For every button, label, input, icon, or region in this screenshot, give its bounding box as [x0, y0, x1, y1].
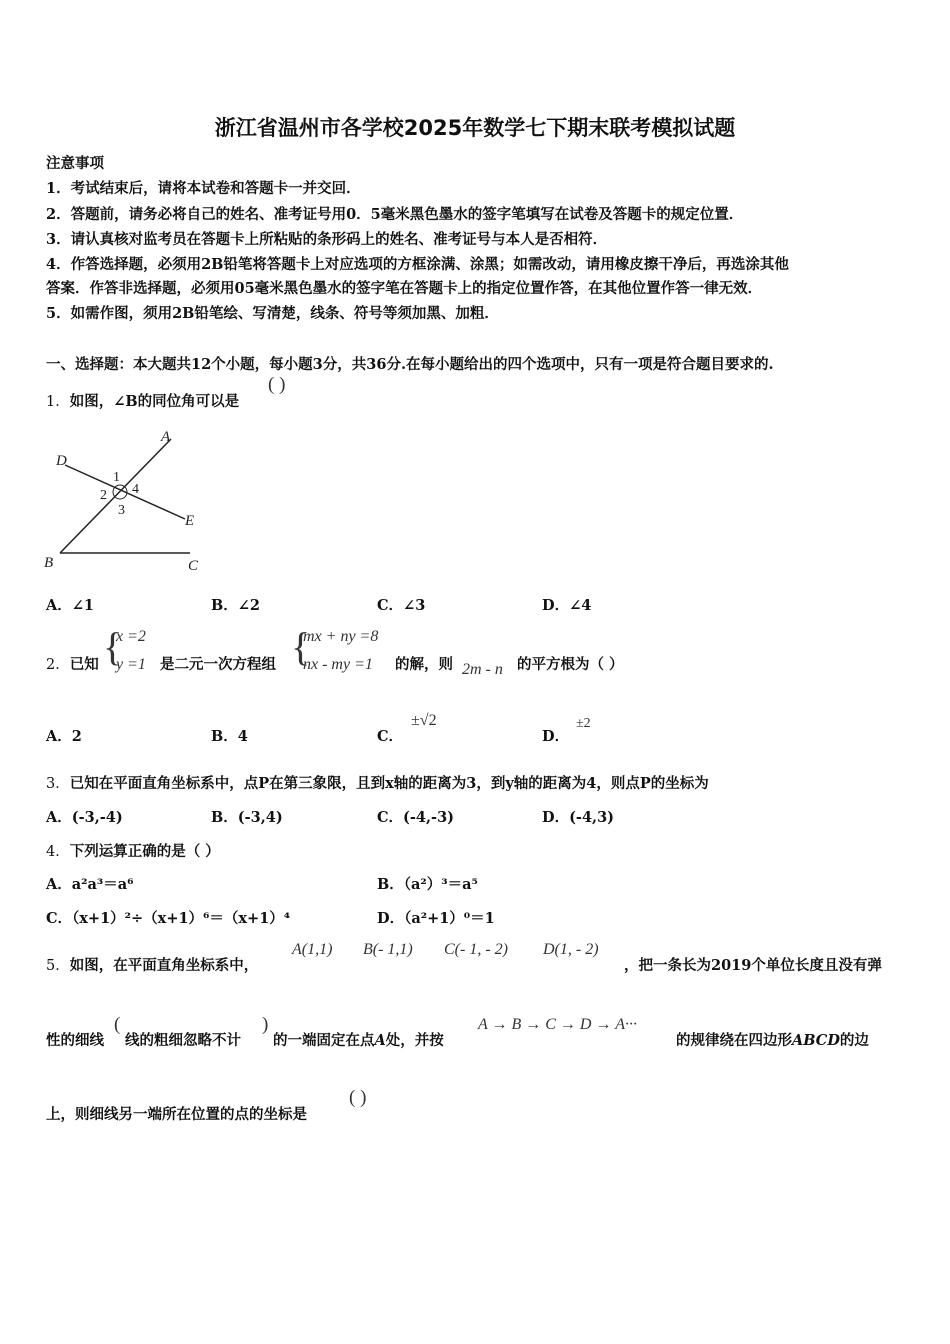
angle-4-label: 4 — [132, 482, 139, 497]
point-c: C(- 1, - 2) — [444, 941, 508, 958]
angle-figure — [40, 425, 220, 575]
question-text: 的规律绕在四边形ABCD的边 — [676, 1032, 869, 1049]
option-b[interactable]: B．(-3,4) — [211, 809, 283, 826]
notice-item: 2．答题前，请务必将自己的姓名、准考证号用0．5毫米黑色墨水的签字笔填写在试卷及答题卡的规定位置． — [46, 206, 744, 223]
question-text: 上，则细线另一端所在位置的点的坐标是 — [46, 1106, 307, 1123]
option-c[interactable]: C．∠3 — [377, 597, 426, 614]
answer-paren: ( ) — [268, 374, 286, 395]
question-1 — [46, 390, 239, 411]
paren-open: ( — [114, 1014, 121, 1035]
option-d[interactable]: D．（a²+1）⁰＝1 — [377, 910, 495, 927]
option-d[interactable]: D．∠4 — [542, 597, 592, 614]
notice-item: 4．作答选择题，必须用2B铅笔将答题卡上对应选项的方框涂满、涂黑；如需改动，请用橡皮擦干净后，再选涂其他 — [46, 256, 789, 273]
question-3: 3．已知在平面直角坐标系中，点P在第三象限，且到x轴的距离为3，到y轴的距离为4，则点P的坐标为 — [46, 775, 709, 792]
system-1-line-1: x =2 — [116, 628, 146, 645]
system-2-line-1: mx + ny =8 — [303, 628, 379, 645]
question-text: 的一端固定在点A处，并按 — [273, 1032, 444, 1049]
section-heading: 一、选择题：本大题共12个小题，每小题3分，共36分.在每小题给出的四个选项中，只有一项是符合题目要求的. — [46, 356, 774, 373]
question-text: 的解，则 — [395, 656, 453, 673]
option-b[interactable]: B．∠2 — [211, 597, 260, 614]
notice-item: 3．请认真核对监考员在答题卡上所粘贴的条形码上的姓名、准考证号与本人是否相符． — [46, 231, 608, 248]
question-number: 2．已知 — [46, 656, 99, 673]
angle-1-label: 1 — [113, 470, 120, 485]
page-title: 浙江省温州市各学校2025年数学七下期末联考模拟试题 — [214, 116, 736, 140]
system-brace: { — [291, 624, 311, 669]
system-1-line-2: y =1 — [116, 656, 146, 673]
line-ab — [60, 439, 171, 553]
system-brace: { — [103, 624, 123, 669]
notice-item: 1．考试结束后，请将本试卷和答题卡一并交回． — [46, 180, 361, 197]
system-2-line-2: nx - my =1 — [303, 656, 373, 673]
point-d: D(1, - 2) — [543, 941, 599, 958]
question-number: 1． — [46, 394, 70, 410]
point-a: A(1,1) — [292, 941, 333, 958]
line-de — [65, 465, 185, 519]
notice-item: 答案．作答非选择题，必须用05毫米黑色墨水的签字笔在答题卡上的指定位置作答，在其他位置作答一律无效． — [46, 280, 763, 297]
option-d[interactable]: D．(-4,3) — [542, 809, 615, 826]
option-c[interactable]: C．(-4,-3) — [377, 809, 455, 826]
option-c[interactable]: C．（x+1）²÷（x+1）⁶＝（x+1）⁴ — [46, 910, 291, 927]
point-b: B(- 1,1) — [363, 941, 413, 958]
paren-close: ) — [262, 1014, 269, 1035]
option-c-math: ±√2 — [411, 712, 437, 729]
label-c: C — [188, 558, 199, 574]
question-5: 5．如图，在平面直角坐标系中， — [46, 957, 259, 974]
option-c[interactable]: C． — [377, 728, 404, 745]
option-a[interactable]: A．∠1 — [46, 597, 94, 614]
notice-heading: 注意事项 — [46, 155, 104, 172]
question-text: 性的细线 — [46, 1032, 104, 1049]
question-text: ，把一条长为2019个单位长度且没有弹 — [624, 957, 882, 974]
option-a[interactable]: A．a²a³＝a⁶ — [46, 876, 134, 893]
answer-paren: ( ) — [349, 1087, 367, 1108]
option-b[interactable]: B．4 — [211, 728, 248, 745]
option-d[interactable]: D． — [542, 728, 570, 745]
angle-3-label: 3 — [118, 503, 125, 518]
notice-item: 5．如需作图，须用2B铅笔绘、写清楚，线条、符号等须加黑、加粗． — [46, 305, 499, 322]
label-a: A — [161, 429, 171, 445]
option-a[interactable]: A．2 — [46, 728, 82, 745]
question-text: 的平方根为（ ） — [517, 656, 624, 673]
question-text: 是二元一次方程组 — [160, 656, 276, 673]
angle-2-label: 2 — [100, 488, 107, 503]
label-b: B — [44, 555, 54, 571]
label-e: E — [185, 513, 195, 529]
option-a[interactable]: A．(-3,-4) — [46, 809, 123, 826]
label-d: D — [56, 453, 67, 469]
option-d-math: ±2 — [576, 716, 591, 731]
math-expression: 2m - n — [462, 661, 503, 678]
question-4: 4．下列运算正确的是（ ） — [46, 843, 220, 860]
option-b[interactable]: B．（a²）³＝a⁵ — [377, 876, 478, 893]
question-text: 线的粗细忽略不计 — [125, 1032, 241, 1049]
question-text: 如图，∠B的同位角可以是 — [69, 393, 240, 410]
path-expression: A → B → C → D → A··· — [478, 1016, 637, 1033]
